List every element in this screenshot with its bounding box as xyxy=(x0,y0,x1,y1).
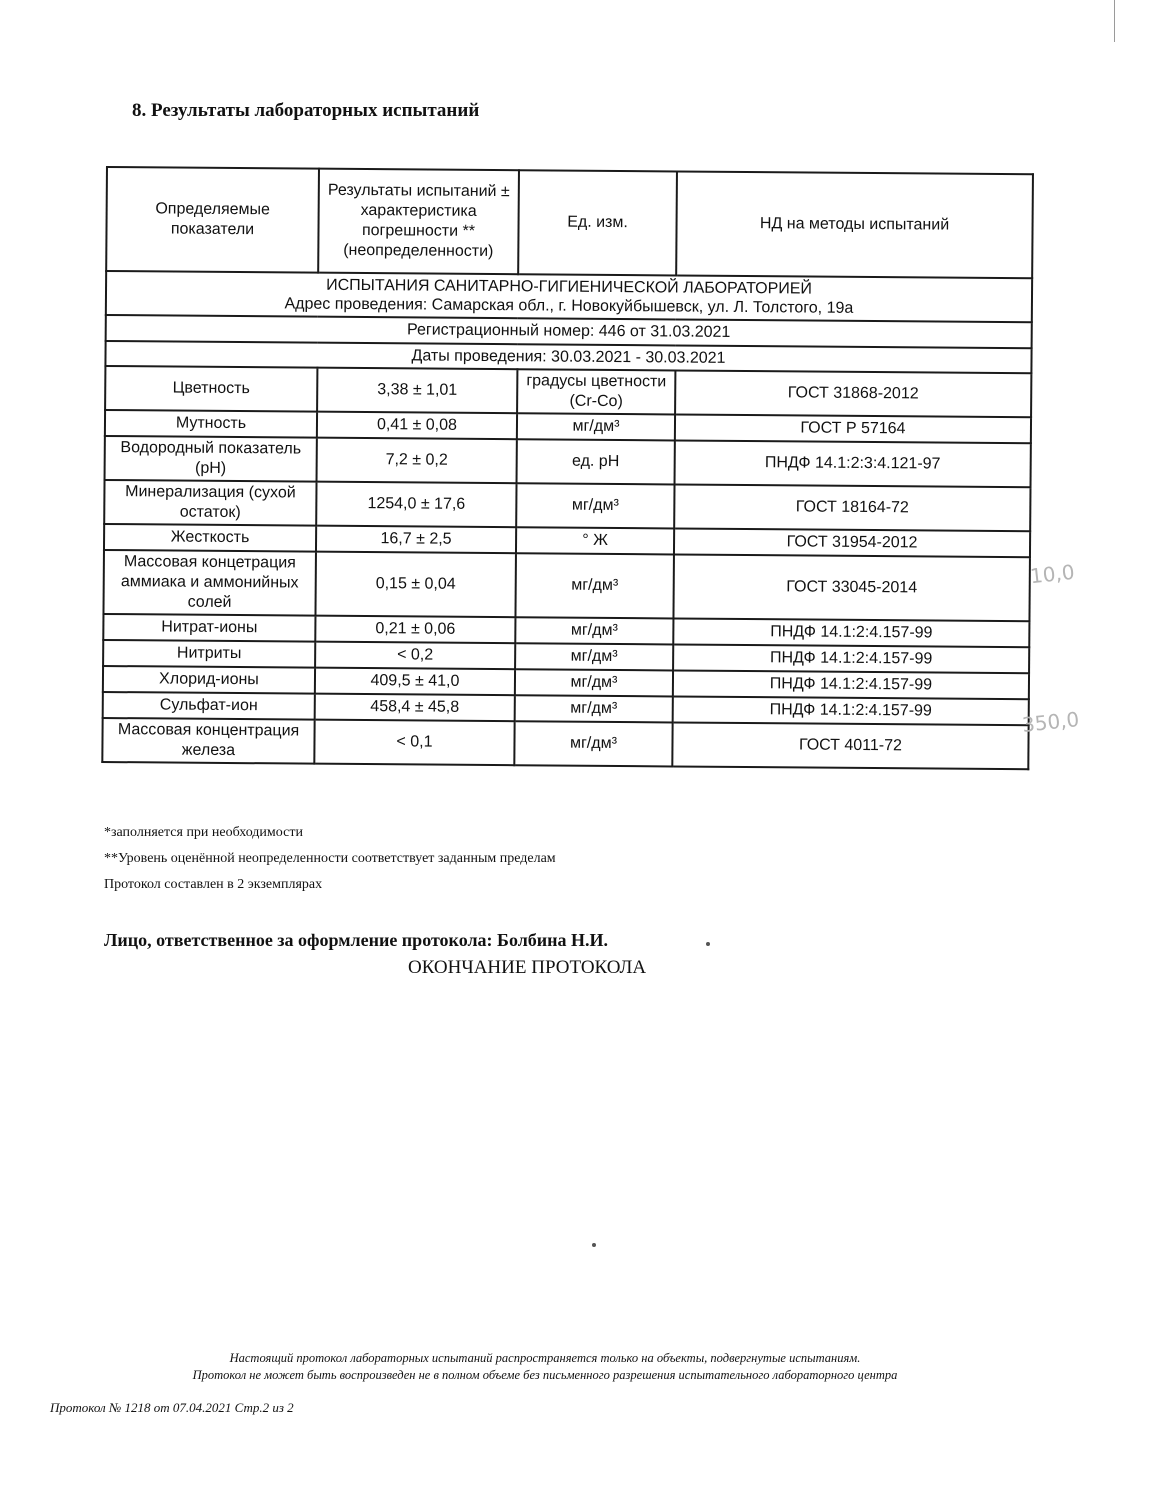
handwritten-note: 350,0 xyxy=(1020,707,1081,737)
row-result: 1254,0 ± 17,6 xyxy=(316,481,516,527)
row-unit: мг/дм³ xyxy=(515,643,673,670)
row-unit: мг/дм³ xyxy=(515,553,673,618)
row-unit: мг/дм³ xyxy=(515,695,673,722)
header-method: НД на методы испытаний xyxy=(676,171,1033,278)
results-table xyxy=(101,166,1034,770)
table-header-row xyxy=(106,167,1033,278)
protocol-end-title: ОКОНЧАНИЕ ПРОТОКОЛА xyxy=(408,957,647,978)
footer-line: Протокол не может быть воспроизведен не в полном объеме без письменного разрешения испытательного лабораторного центра xyxy=(192,1368,898,1382)
row-method: ГОСТ 18164-72 xyxy=(674,484,1030,531)
row-indicator: Нитриты xyxy=(103,640,315,668)
row-method: ГОСТ 33045-2014 xyxy=(673,554,1029,621)
scan-edge-line xyxy=(1114,0,1115,42)
row-method: ПНДФ 14.1:2:4.157-99 xyxy=(673,696,1029,725)
notes-block xyxy=(104,820,556,898)
table-row xyxy=(103,550,1029,621)
row-result: 409,5 ± 41,0 xyxy=(315,667,515,695)
row-indicator: Сульфат-ион xyxy=(103,692,315,720)
row-indicator: Жесткость xyxy=(104,524,316,552)
row-indicator: Массовая концетрация аммиака и аммонийных солей xyxy=(103,550,315,616)
section-title xyxy=(106,271,1032,323)
results-table-wrap xyxy=(101,166,1032,770)
row-indicator: Хлорид-ионы xyxy=(103,666,315,694)
row-indicator: Массовая концентрация железа xyxy=(102,718,314,764)
section-title-text: ИСПЫТАНИЯ САНИТАРНО-ГИГИЕНИЧЕСКОЙ ЛАБОРАТОРИЕЙ xyxy=(326,276,813,298)
row-result: 16,7 ± 2,5 xyxy=(316,525,516,553)
table-row xyxy=(105,436,1031,487)
row-method: ГОСТ 4011-72 xyxy=(672,722,1028,769)
row-method: ПНДФ 14.1:2:3:4.121-97 xyxy=(675,440,1031,487)
note-copies: Протокол составлен в 2 экземплярах xyxy=(104,877,323,892)
row-result: 0,15 ± 0,04 xyxy=(315,551,515,617)
header-unit: Ед. изм. xyxy=(518,170,677,275)
row-indicator: Минерализация (сухой остаток) xyxy=(104,480,316,526)
row-unit: мг/дм³ xyxy=(514,721,672,766)
section-address: Адрес проведения: Самарская обл., г. Новокуйбышевск, ул. Л. Толстого, 19а xyxy=(284,295,854,318)
row-method: ГОСТ 31954-2012 xyxy=(674,528,1030,557)
note-optional: *заполняется при необходимости xyxy=(104,825,303,840)
row-unit: мг/дм³ xyxy=(517,413,675,440)
row-result: 0,21 ± 0,06 xyxy=(315,615,515,643)
row-unit: мг/дм³ xyxy=(515,669,673,696)
footer-disclaimer xyxy=(130,1350,960,1384)
row-indicator: Мутность xyxy=(105,410,317,438)
row-method: ПНДФ 14.1:2:4.157-99 xyxy=(673,644,1029,673)
table-row xyxy=(102,718,1028,769)
scan-speck xyxy=(706,942,710,946)
row-method: ГОСТ 31868-2012 xyxy=(675,370,1031,417)
row-unit: мг/дм³ xyxy=(516,483,674,528)
row-method: ГОСТ Р 57164 xyxy=(675,414,1031,443)
row-unit: градусы цветности (Cr-Co) xyxy=(517,369,675,414)
row-indicator: Нитрат-ионы xyxy=(103,614,315,642)
responsible-person: Лицо, ответственное за оформление протокола: Болбина Н.И. xyxy=(104,930,609,950)
row-unit: ед. pH xyxy=(517,439,675,484)
row-unit: мг/дм³ xyxy=(515,617,673,644)
handwritten-note: 10,0 xyxy=(1028,559,1076,589)
table-row xyxy=(104,480,1030,531)
header-indicator: Определяемые показатели xyxy=(106,167,319,273)
header-result: Результаты испытаний ± характеристика погрешности **(неопределенности) xyxy=(318,169,519,275)
table-row xyxy=(105,366,1031,417)
row-result: < 0,1 xyxy=(314,719,514,765)
scan-speck xyxy=(592,1243,596,1247)
row-indicator: Водородный показатель (pH) xyxy=(105,436,317,482)
footer-line: Настоящий протокол лабораторных испытаний распространяется только на объекты, подвергнутые испытаниям. xyxy=(229,1351,861,1365)
row-indicator: Цветность xyxy=(105,366,317,412)
row-method: ПНДФ 14.1:2:4.157-99 xyxy=(673,670,1029,699)
row-result: 458,4 ± 45,8 xyxy=(315,693,515,721)
note-uncertainty: **Уровень оценённой неопределенности соответствует заданным пределам xyxy=(104,851,556,866)
row-result: 3,38 ± 1,01 xyxy=(317,367,517,413)
protocol-page-id: Протокол № 1218 от 07.04.2021 Стр.2 из 2 xyxy=(50,1400,294,1415)
row-method: ПНДФ 14.1:2:4.157-99 xyxy=(673,618,1029,647)
row-result: 0,41 ± 0,08 xyxy=(317,411,517,439)
section-title-row xyxy=(106,271,1032,323)
row-result: < 0,2 xyxy=(315,641,515,669)
registration-number: Регистрационный номер: 446 от 31.03.2021 xyxy=(106,315,1032,347)
test-dates: Даты проведения: 30.03.2021 - 30.03.2021 xyxy=(105,341,1031,373)
row-result: 7,2 ± 0,2 xyxy=(317,437,517,483)
section-heading: 8. Результаты лабораторных испытаний xyxy=(132,100,480,121)
row-unit: ° Ж xyxy=(516,527,674,554)
